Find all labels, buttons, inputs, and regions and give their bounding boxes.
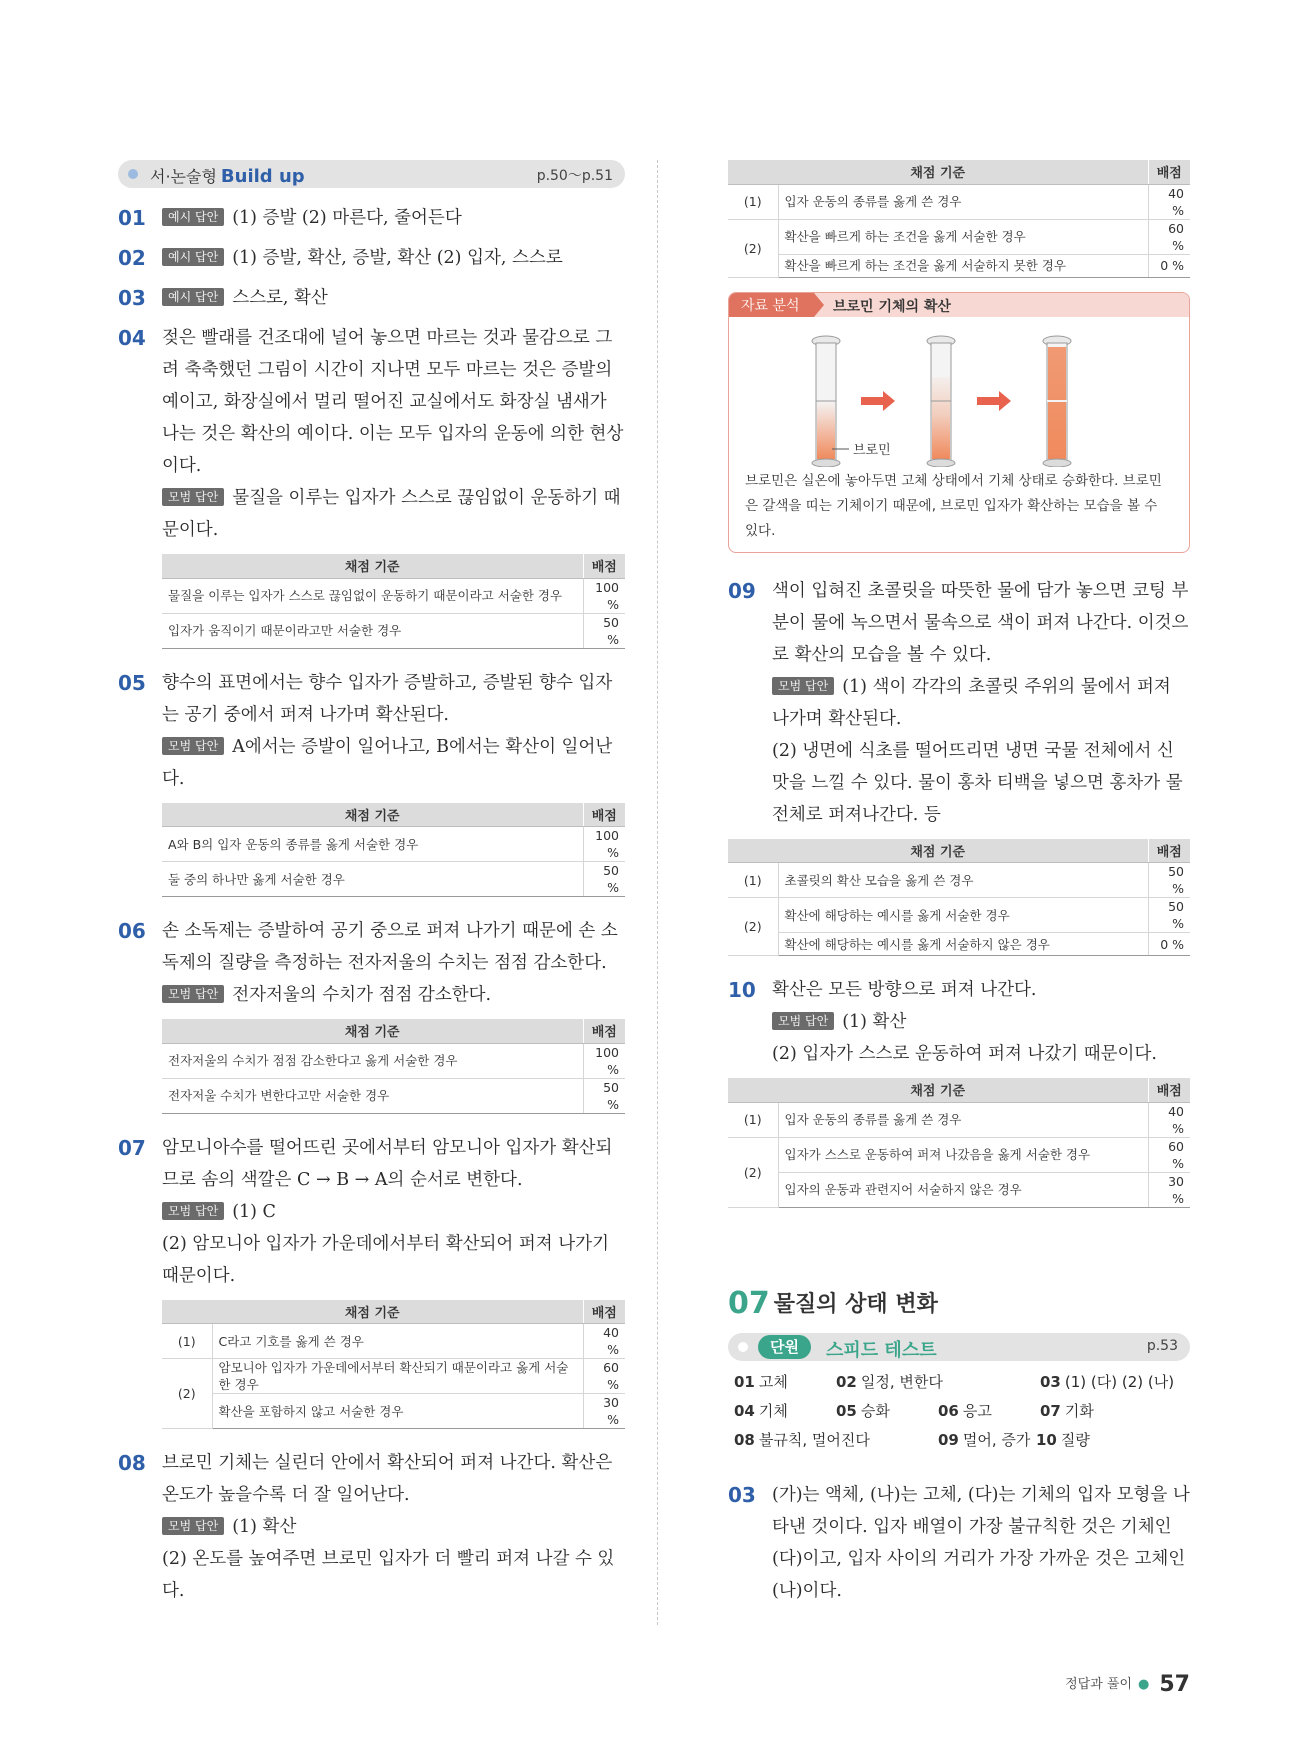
table-header-score: 배점 — [583, 1019, 625, 1043]
explanation-text: 젖은 빨래를 건조대에 널어 놓으면 마르는 것과 물감으로 그려 축축했던 그림이 시간이 지나면 모두 마르는 것은 증발의 예이고, 화장실에서 멀리 떨어진 교실에서도 화장실 냄새가 나는 것은 확산의 예이다. 이는 모두 입자의 운동에 의한 현상이다. — [162, 328, 624, 476]
explanation-text: 확산은 모든 방향으로 퍼져 나간다. — [772, 980, 1037, 1000]
column-divider — [657, 160, 658, 1625]
question-number: 02 — [118, 246, 146, 270]
cylinder-middle — [927, 336, 955, 467]
answer-text: (1) 확산 — [842, 1012, 907, 1032]
question-number: 10 — [728, 978, 756, 1002]
criterion-cell: 입자가 움직이기 때문이라고만 서술한 경우 — [162, 613, 583, 648]
table-header-criterion: 채점 기준 — [162, 554, 583, 578]
answer-badge: 모범 답안 — [162, 737, 224, 755]
table-row — [728, 219, 1190, 254]
cylinder-diagram — [729, 317, 1187, 467]
bullet-icon: ● — [1138, 1677, 1150, 1692]
criterion-cell: 확산을 빠르게 하는 조건을 옳게 서술한 경우 — [778, 219, 1148, 254]
unit-pill: 단원 — [758, 1335, 811, 1359]
score-cell: 40 % — [1148, 1102, 1190, 1137]
question-number: 01 — [118, 206, 146, 230]
bullet-icon — [128, 169, 138, 179]
analysis-header — [729, 293, 1189, 317]
table-row — [728, 184, 1190, 219]
section-number: 07 — [728, 1285, 770, 1321]
criterion-cell: C라고 기호를 옳게 쓴 경우 — [212, 1324, 583, 1359]
table-row — [162, 1043, 625, 1078]
criterion-cell: 둘 중의 하나만 옳게 서술한 경우 — [162, 862, 583, 897]
question-04 — [118, 322, 625, 546]
sub-cell: (1) — [728, 184, 778, 219]
speed-test-page: p.53 — [1146, 1337, 1178, 1354]
answer-badge: 모범 답안 — [162, 985, 224, 1003]
table-header-score: 배점 — [1148, 1078, 1190, 1102]
explanation-text: 브로민 기체는 실린더 안에서 확산되어 퍼져 나간다. 확산은 온도가 높을수록 더 잘 일어난다. — [162, 1453, 613, 1505]
answer-badge: 예시 답안 — [162, 288, 224, 306]
criterion-cell: 확산을 포함하지 않고 서술한 경우 — [212, 1394, 583, 1429]
table-row — [162, 827, 625, 862]
sub-cell: (1) — [728, 1102, 778, 1137]
question-05 — [118, 667, 625, 795]
table-row — [162, 578, 625, 613]
score-cell: 40 % — [583, 1324, 625, 1359]
section-header — [118, 160, 625, 188]
answer-text: (2) 온도를 높여주면 브로민 입자가 더 빨리 퍼져 나갈 수 있다. — [162, 1549, 615, 1601]
explanation-text: 손 소독제는 증발하여 공기 중으로 퍼져 나가기 때문에 손 소독제의 질량을 측정하는 전자저울의 수치는 점점 감소한다. — [162, 921, 618, 973]
analysis-title: 브로민 기체의 확산 — [833, 298, 951, 315]
speed-test-header — [728, 1333, 1190, 1361]
analysis-text: 브로민은 실온에 놓아두면 고체 상태에서 기체 상태로 승화한다. 브로민은 갈색을 띠는 기체이기 때문에, 브로민 입자가 확산하는 모습을 볼 수 있다. — [745, 472, 1162, 539]
table-header-score: 배점 — [1148, 160, 1190, 184]
table-row — [728, 1172, 1190, 1207]
criterion-cell: 물질을 이루는 입자가 스스로 끊임없이 운동하기 때문이라고 서술한 경우 — [162, 578, 583, 613]
answer-text: (2) 암모니아 입자가 가운데에서부터 확산되어 퍼져 나가기 때문이다. — [162, 1233, 609, 1286]
score-cell: 0 % — [1148, 933, 1190, 956]
explanation-text: 향수의 표면에서는 향수 입자가 증발하고, 증발된 향수 입자는 공기 중에서 퍼져 나가며 확산된다. — [162, 672, 613, 725]
criterion-cell: 입자 운동의 종류를 옳게 쓴 경우 — [778, 1102, 1148, 1137]
answer-text: (1) 증발, 확산, 증발, 확산 (2) 입자, 스스로 — [232, 248, 563, 268]
question-number: 06 — [118, 919, 146, 943]
table-header-criterion: 채점 기준 — [162, 1019, 583, 1043]
answer-badge: 모범 답안 — [162, 1202, 224, 1220]
sub-cell: (1) — [728, 863, 778, 898]
footer-label: 정답과 풀이 — [1065, 1677, 1133, 1692]
criterion-cell: 입자의 운동과 관련지어 서술하지 않은 경우 — [778, 1172, 1148, 1207]
list-item: 01 고체 — [734, 1372, 788, 1391]
explanation-text: 색이 입혀진 초콜릿을 따뜻한 물에 담가 놓으면 코팅 부분이 물에 녹으면서 물속으로 색이 퍼져 나간다. 이것으로 확산의 모습을 볼 수 있다. — [772, 580, 1189, 665]
table-header-score: 배점 — [583, 1300, 625, 1324]
bullet-icon — [738, 1342, 748, 1352]
score-cell: 60 % — [583, 1359, 625, 1394]
criterion-cell: 입자 운동의 종류를 옳게 쓴 경우 — [778, 184, 1148, 219]
explanation-text: 암모니아수를 떨어뜨린 곳에서부터 암모니아 입자가 확산되므로 솜의 색깔은 C → B → A의 순서로 변한다. — [162, 1137, 613, 1190]
table-row — [728, 898, 1190, 933]
score-cell: 30 % — [583, 1394, 625, 1429]
scoring-table-05 — [162, 803, 625, 898]
table-header-score: 배점 — [583, 803, 625, 827]
question-07 — [118, 1132, 625, 1292]
question-09 — [728, 575, 1190, 831]
cylinder-final — [1043, 336, 1071, 467]
question-number: 08 — [118, 1451, 146, 1475]
table-row — [728, 863, 1190, 898]
scoring-table-10 — [728, 1078, 1190, 1208]
criterion-cell: 암모니아 입자가 가운데에서부터 확산되기 때문이라고 옳게 서술한 경우 — [212, 1359, 583, 1394]
table-row — [162, 1394, 625, 1429]
scoring-table-09 — [728, 839, 1190, 957]
arrow-right-icon — [977, 391, 1011, 411]
question-number: 03 — [118, 286, 146, 310]
answer-text: (2) 입자가 스스로 운동하여 퍼져 나갔기 때문이다. — [772, 1044, 1157, 1064]
header-pages: p.50～p.51 — [536, 168, 613, 184]
list-item: 06 응고 — [938, 1401, 992, 1420]
question-number: 09 — [728, 578, 756, 603]
table-header-criterion: 채점 기준 — [728, 839, 1148, 863]
score-cell: 100 % — [583, 578, 625, 613]
list-item: 02 일정, 변한다 — [836, 1372, 943, 1391]
answer-text: (1) 증발 (2) 마른다, 줄어든다 — [232, 208, 462, 228]
data-analysis-box — [728, 292, 1190, 553]
answer-badge: 예시 답안 — [162, 208, 224, 226]
question-01 — [118, 202, 625, 234]
question-number: 04 — [118, 326, 146, 350]
answer-badge: 모범 답안 — [162, 488, 224, 506]
answer-text: (1) 확산 — [232, 1517, 297, 1537]
table-row — [728, 1137, 1190, 1172]
criterion-cell: A와 B의 입자 운동의 종류를 옳게 서술한 경우 — [162, 827, 583, 862]
score-cell: 40 % — [1148, 184, 1190, 219]
list-item: 03 (1) (다) (2) (나) — [1040, 1372, 1175, 1391]
list-item: 10 질량 — [1036, 1430, 1090, 1449]
list-item: 07 기화 — [1040, 1401, 1094, 1420]
criterion-cell: 입자가 스스로 운동하여 퍼져 나갔음을 옳게 서술한 경우 — [778, 1137, 1148, 1172]
score-cell: 0 % — [1148, 254, 1190, 277]
criterion-cell: 확산을 빠르게 하는 조건을 옳게 서술하지 못한 경우 — [778, 254, 1148, 277]
score-cell: 50 % — [1148, 898, 1190, 933]
answer-badge: 예시 답안 — [162, 248, 224, 266]
table-row — [162, 1359, 625, 1394]
question-08 — [118, 1447, 625, 1607]
sub-cell: (2) — [728, 1137, 778, 1207]
question-07-03 — [728, 1479, 1190, 1607]
answer-text: 물질을 이루는 입자가 스스로 끊임없이 운동하기 때문이다. — [162, 488, 621, 540]
list-item: 05 승화 — [836, 1401, 890, 1420]
left-column — [118, 160, 625, 1615]
criterion-cell: 확산에 해당하는 예시를 옳게 서술하지 않은 경우 — [778, 933, 1148, 956]
criterion-cell: 전자저울의 수치가 점점 감소한다고 옳게 서술한 경우 — [162, 1043, 583, 1078]
table-header-criterion: 채점 기준 — [162, 1300, 583, 1324]
speed-test-label: 스피드 테스트 — [826, 1339, 937, 1361]
criterion-cell: 전자저울 수치가 변한다고만 서술한 경우 — [162, 1078, 583, 1113]
answer-badge: 모범 답안 — [772, 1012, 834, 1030]
score-cell: 100 % — [583, 827, 625, 862]
section-title-text: 물질의 상태 변화 — [773, 1291, 938, 1317]
scoring-table-08 — [728, 160, 1190, 278]
question-number: 05 — [118, 670, 146, 695]
table-header-score: 배점 — [1148, 839, 1190, 863]
cylinder-initial — [812, 336, 840, 467]
score-cell: 60 % — [1148, 1137, 1190, 1172]
question-10 — [728, 974, 1190, 1070]
page-number: 57 — [1159, 1672, 1190, 1697]
score-cell: 50 % — [583, 862, 625, 897]
header-label: 서·논술형 — [150, 167, 217, 186]
right-column — [728, 160, 1190, 1615]
score-cell: 50 % — [583, 613, 625, 648]
answer-text: (1) C — [232, 1201, 276, 1222]
answer-text: (2) 냉면에 식초를 떨어뜨리면 냉면 국물 전체에서 신맛을 느낄 수 있다. 물이 홍차 티백을 넣으면 홍차가 물 전체로 퍼져나간다. 등 — [772, 740, 1183, 825]
answer-text: 전자저울의 수치가 점점 감소한다. — [232, 985, 492, 1005]
arrow-right-icon — [861, 391, 895, 411]
scoring-table-04 — [162, 554, 625, 649]
answer-text: (1) 색이 각각의 초콜릿 주위의 물에서 퍼져 나가며 확산된다. — [772, 676, 1171, 729]
table-row — [162, 1324, 625, 1359]
table-row — [728, 1102, 1190, 1137]
speed-test-answers — [734, 1369, 1190, 1457]
table-row — [162, 862, 625, 897]
score-cell: 30 % — [1148, 1172, 1190, 1207]
table-row — [162, 1078, 625, 1113]
scoring-table-06 — [162, 1019, 625, 1114]
score-cell: 60 % — [1148, 219, 1190, 254]
header-accent: Build up — [220, 166, 305, 187]
score-cell: 50 % — [1148, 863, 1190, 898]
list-item: 04 기체 — [734, 1401, 788, 1420]
criterion-cell: 확산에 해당하는 예시를 옳게 서술한 경우 — [778, 898, 1148, 933]
explanation-text: (가)는 액체, (나)는 고체, (다)는 기체의 입자 모형을 나타낸 것이다. 입자 배열이 가장 불규칙한 것은 기체인 (다)이고, 입자 사이의 거리가 가장 가까운 것은 고체인 (나)이다. — [772, 1484, 1190, 1601]
question-06 — [118, 915, 625, 1011]
question-number: 03 — [728, 1482, 756, 1507]
list-item: 08 불규칙, 멀어진다 — [734, 1430, 870, 1449]
analysis-tag: 자료 분석 — [729, 293, 814, 317]
table-header-criterion: 채점 기준 — [728, 1078, 1148, 1102]
answer-badge: 모범 답안 — [772, 677, 834, 695]
table-row — [728, 254, 1190, 277]
table-row — [162, 613, 625, 648]
question-03 — [118, 282, 625, 314]
score-cell: 100 % — [583, 1043, 625, 1078]
bromine-label: 브로민 — [853, 442, 891, 458]
answer-text: A에서는 증발이 일어나고, B에서는 확산이 일어난다. — [162, 736, 613, 789]
answer-text: 스스로, 확산 — [232, 288, 328, 308]
answer-badge: 모범 답안 — [162, 1517, 224, 1535]
table-header-criterion: 채점 기준 — [728, 160, 1148, 184]
question-number: 07 — [118, 1135, 146, 1160]
scoring-table-07 — [162, 1300, 625, 1430]
bromine-diffusion-figure — [729, 317, 1189, 467]
list-item: 09 멀어, 증가 — [938, 1430, 1031, 1449]
score-cell: 50 % — [583, 1078, 625, 1113]
sub-cell: (2) — [728, 898, 778, 956]
question-02 — [118, 242, 625, 274]
section-title — [728, 1286, 1190, 1321]
sub-cell: (1) — [162, 1324, 212, 1359]
table-row — [728, 933, 1190, 956]
sub-cell: (2) — [728, 219, 778, 277]
sub-cell: (2) — [162, 1359, 212, 1429]
criterion-cell: 초콜릿의 확산 모습을 옳게 쓴 경우 — [778, 863, 1148, 898]
table-header-score: 배점 — [583, 554, 625, 578]
table-header-criterion: 채점 기준 — [162, 803, 583, 827]
page-footer — [1065, 1672, 1190, 1697]
